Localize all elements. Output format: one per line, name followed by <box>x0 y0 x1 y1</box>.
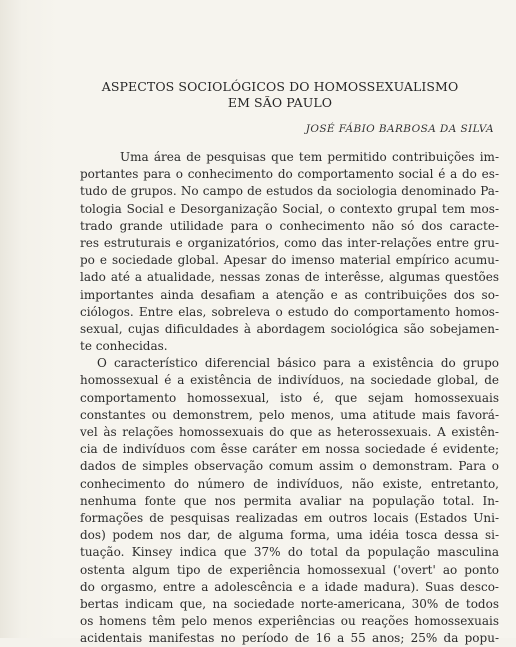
text-line: ciólogos. Entre elas, sobreleva o estudo do comportamento homos- <box>80 304 499 319</box>
text-line: os homens têm pelo menos experiências ou reações homossexuais <box>80 614 499 629</box>
paragraph-2 <box>80 355 499 647</box>
text-line: O característico diferencial básico para a existência do grupo <box>97 356 499 371</box>
text-line: po e sociedade global. Apesar do imenso material empírico acumu- <box>80 253 499 268</box>
text-line: do orgasmo, entre a adolescência e a idade madura). Suas desco- <box>80 579 499 594</box>
text-line: Uma área de pesquisas que tem permitido contribuições im- <box>120 150 499 164</box>
title-line-1: ASPECTOS SOCIOLÓGICOS DO HOMOSSEXUALISMO <box>101 79 459 94</box>
text-line: formações de pesquisas realizadas em outros locais (Estados Uni- <box>80 510 499 525</box>
text-line: tuação. Kinsey indica que 37% do total da população masculina <box>80 545 499 560</box>
title-line-2: EM SÃO PAULO <box>227 95 333 110</box>
text-line: dados de simples observação comum assim o demonstram. Para o <box>80 459 499 474</box>
article-title <box>70 79 490 111</box>
text-line: sexual, cujas dificuldades à abordagem sociológica são sobejamen- <box>80 321 499 336</box>
text-line: homossexual é a existência de indivíduos, na sociedade global, de <box>80 373 499 388</box>
paragraph-1 <box>80 149 499 355</box>
text-line: dos) podem nos dar, de alguma forma, uma idéia tosca dessa si- <box>80 528 499 543</box>
text-line: tudo de grupos. No campo de estudos da sociologia denominado Pa- <box>80 184 499 199</box>
text-line: constantes ou demonstrem, pelo menos, uma atitude mais favorá- <box>80 407 499 422</box>
text-line: te conhecidas. <box>80 339 168 354</box>
text-line: lado até a atualidade, nessas zonas de interêsse, algumas questões <box>80 270 499 285</box>
text-line: conhecimento do número de indivíduos, não existe, entretanto, <box>80 476 499 491</box>
text-line: trado grande utilidade para o conhecimento não só dos caracte- <box>80 218 499 233</box>
author-name: JOSÉ FÁBIO BARBOSA DA SILVA <box>305 123 494 135</box>
text-line: acidentais manifestas no período de 16 a 55 anos; 25% da popu- <box>80 631 499 646</box>
text-line: nenhuma fonte que nos permita avaliar na população total. In- <box>80 493 499 508</box>
text-line: bertas indicam que, na sociedade norte-americana, 30% de todos <box>80 596 499 611</box>
text-line: ostenta algum tipo de experiência homossexual ('overt' ao ponto <box>80 562 499 577</box>
text-line: comportamento homossexual, isto é, que sejam homossexuais <box>80 390 499 405</box>
text-line: portantes para o conhecimento do comportamento social é a do es- <box>80 167 499 182</box>
text-line: vel às relações homossexuais do que as heterossexuais. A existên- <box>80 425 499 439</box>
text-line: tologia Social e Desorganização Social, o contexto grupal tem mos- <box>80 201 499 216</box>
body-text <box>80 149 499 647</box>
text-line: res estruturais e organizatórios, como das inter-relações entre gru- <box>80 235 499 250</box>
text-line: importantes ainda desafiam a atenção e as contribuições dos so- <box>80 287 499 302</box>
text-line: cia de indivíduos com êsse caráter em nossa sociedade é evidente; <box>80 442 499 457</box>
